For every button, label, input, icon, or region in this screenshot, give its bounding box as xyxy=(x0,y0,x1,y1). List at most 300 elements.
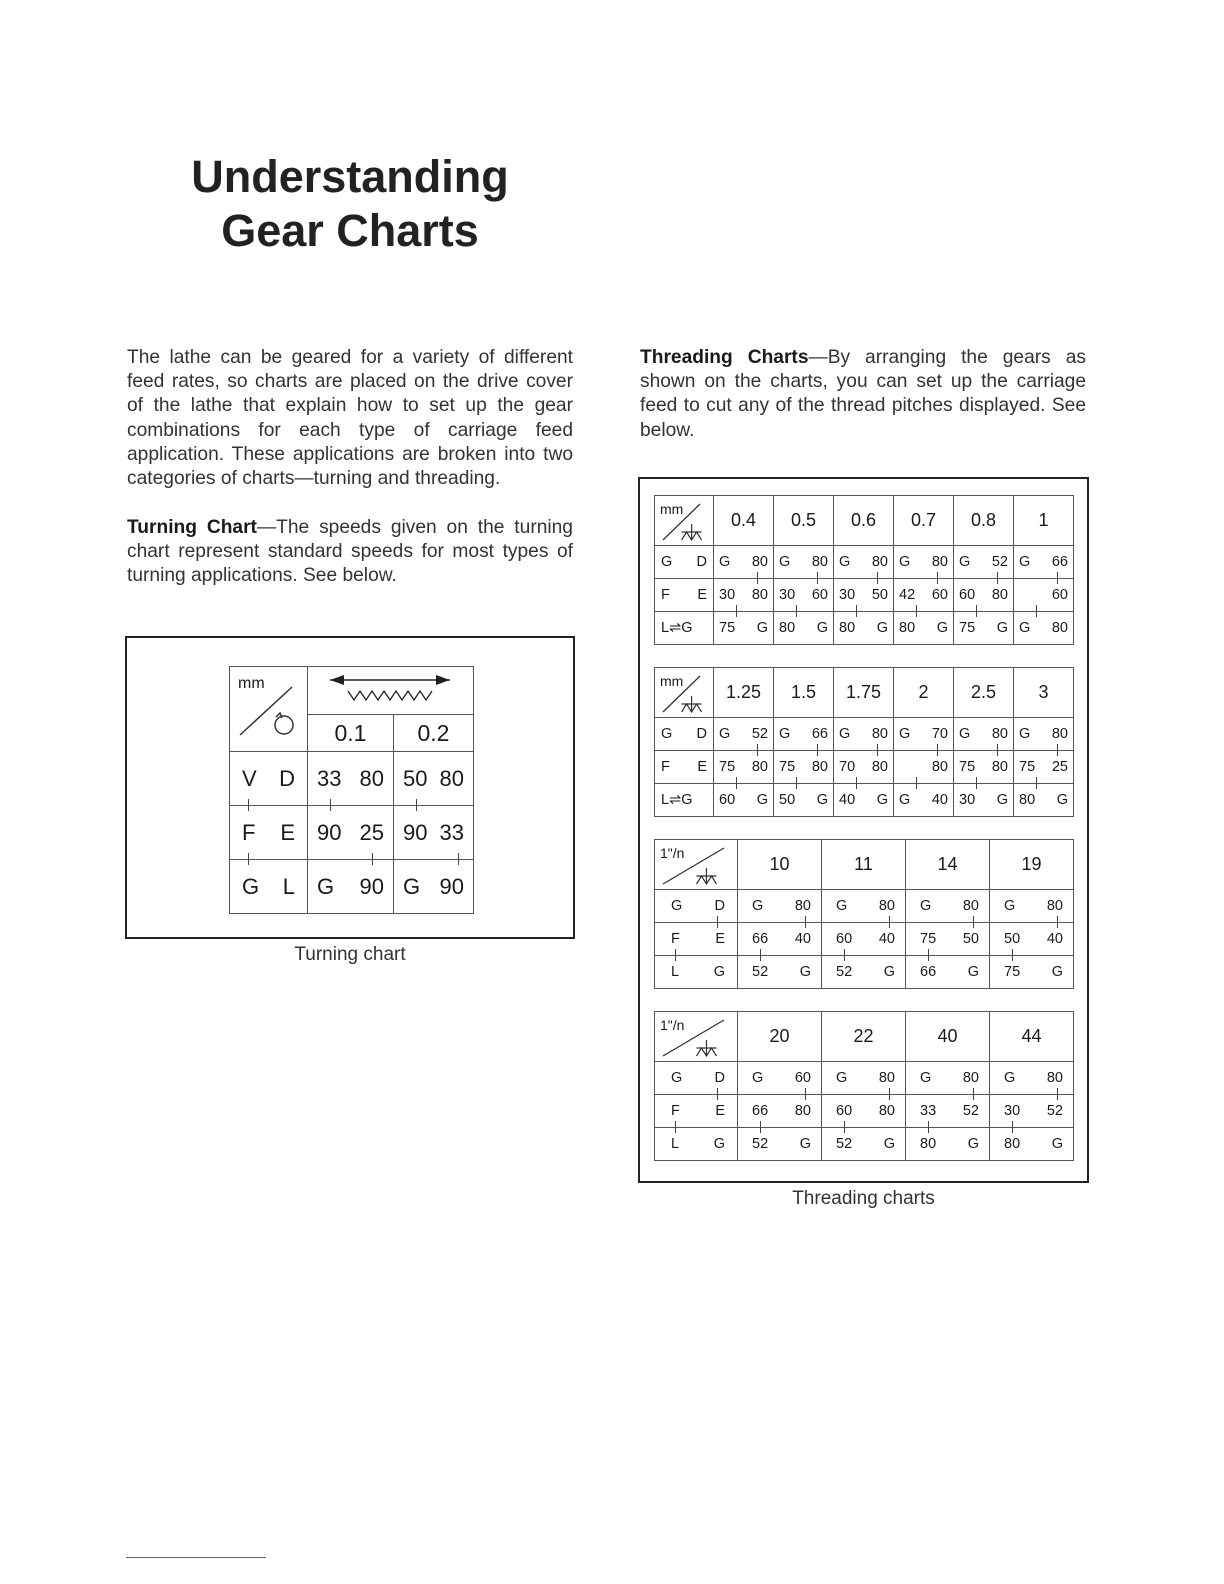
thread-value-left: 30 xyxy=(1004,1103,1021,1119)
thread-cell xyxy=(906,1128,990,1161)
thread-cell xyxy=(954,612,1014,645)
thread-row-label xyxy=(655,579,714,612)
thread-value-right: G xyxy=(799,964,811,980)
thread-pitch: 1.75 xyxy=(834,668,894,718)
turning-label-pair xyxy=(230,874,307,900)
thread-corner-cell xyxy=(655,668,714,718)
thread-value-left: 60 xyxy=(836,931,853,947)
thread-row xyxy=(655,890,1074,923)
footer-rule xyxy=(126,1557,266,1558)
thread-table-4 xyxy=(654,1011,1074,1161)
thread-table-1 xyxy=(654,495,1074,645)
thread-cell xyxy=(774,612,834,645)
thread-cell-pair xyxy=(834,554,893,570)
thread-value-right: G xyxy=(1051,964,1063,980)
thread-value-left: 66 xyxy=(752,931,769,947)
thread-pitch: 40 xyxy=(906,1012,990,1062)
thread-pitch: 1.5 xyxy=(774,668,834,718)
thread-value-right: 50 xyxy=(962,931,979,947)
thread-value-left: 75 xyxy=(959,759,976,775)
thread-row xyxy=(655,784,1074,817)
thread-table-2 xyxy=(654,667,1074,817)
thread-value-left: G xyxy=(899,554,911,570)
thread-value-right: 80 xyxy=(811,759,828,775)
thread-cell-pair xyxy=(774,554,833,570)
thread-cell xyxy=(834,579,894,612)
title-line-1: Understanding xyxy=(191,151,509,202)
thread-cell-pair xyxy=(894,726,953,742)
thread-label-left: G xyxy=(671,898,683,914)
thread-pitch: 0.5 xyxy=(774,496,834,546)
thread-label-pair xyxy=(655,1136,737,1152)
thread-cell xyxy=(714,751,774,784)
thread-cell xyxy=(894,718,954,751)
thread-label-left: F xyxy=(661,587,670,603)
thread-cell xyxy=(822,923,906,956)
thread-value-left: 30 xyxy=(719,587,736,603)
thread-table-3 xyxy=(654,839,1074,989)
turning-cell-pair xyxy=(394,874,473,900)
thread-pitch: 20 xyxy=(738,1012,822,1062)
thread-value-right: 60 xyxy=(931,587,948,603)
thread-cell-pair xyxy=(894,620,953,636)
thread-cell xyxy=(834,612,894,645)
turning-row xyxy=(230,806,474,860)
thread-label-right: E xyxy=(697,587,707,603)
thread-pitch: 11 xyxy=(822,840,906,890)
turning-row-label xyxy=(230,752,308,806)
thread-cell-pair xyxy=(714,587,773,603)
thread-cell xyxy=(894,612,954,645)
thread-row-label xyxy=(655,1128,738,1161)
thread-value-right: 80 xyxy=(871,554,888,570)
thread-cell xyxy=(714,784,774,817)
thread-cell-pair xyxy=(822,964,905,980)
thread-pitch: 10 xyxy=(738,840,822,890)
thread-cell xyxy=(774,718,834,751)
thread-label-right: G xyxy=(713,1136,725,1152)
thread-value-right: 40 xyxy=(794,931,811,947)
thread-cell-pair xyxy=(990,1136,1073,1152)
thread-value-right: 70 xyxy=(931,726,948,742)
thread-cell-pair xyxy=(738,964,821,980)
thread-cell xyxy=(1014,546,1074,579)
thread-cell xyxy=(834,784,894,817)
thread-label-left: F xyxy=(661,759,670,775)
turning-cell xyxy=(308,752,394,806)
thread-value-right: 80 xyxy=(931,554,948,570)
thread-value-right: 80 xyxy=(878,898,895,914)
thread-cell-pair xyxy=(774,587,833,603)
thread-value-right: 80 xyxy=(962,1070,979,1086)
turning-value-right: 33 xyxy=(439,819,464,845)
thread-cell-pair xyxy=(834,620,893,636)
thread-cell xyxy=(714,718,774,751)
thread-cell xyxy=(714,546,774,579)
thread-cell xyxy=(1014,718,1074,751)
thread-value-left: 75 xyxy=(920,931,937,947)
thread-label-left: L xyxy=(671,964,680,980)
thread-row-label xyxy=(655,784,714,817)
thread-value-left: 50 xyxy=(779,792,796,808)
thread-cell xyxy=(822,890,906,923)
thread-cell-pair xyxy=(774,792,833,808)
thread-value-right: G xyxy=(876,620,888,636)
thread-cell-pair xyxy=(954,620,1013,636)
turning-row-label xyxy=(230,806,308,860)
thread-cell xyxy=(738,1095,822,1128)
thread-value-left: 66 xyxy=(752,1103,769,1119)
thread-cell-pair xyxy=(906,931,989,947)
thread-cell-pair xyxy=(1014,620,1073,636)
thread-value-right: 80 xyxy=(991,587,1008,603)
thread-cell-pair xyxy=(714,759,773,775)
thread-value-left: 33 xyxy=(920,1103,937,1119)
thread-value-right: 52 xyxy=(991,554,1008,570)
thread-cell-pair xyxy=(714,620,773,636)
thread-label-right: D xyxy=(714,1070,725,1086)
thread-cell xyxy=(822,956,906,989)
thread-cell xyxy=(1014,751,1074,784)
thread-row xyxy=(655,718,1074,751)
thread-cell-pair xyxy=(714,554,773,570)
thread-pitch: 0.7 xyxy=(894,496,954,546)
thread-row-label xyxy=(655,612,714,645)
thread-corner-cell xyxy=(655,1012,738,1062)
thread-row xyxy=(655,1128,1074,1161)
thread-cell-pair xyxy=(906,964,989,980)
turning-paragraph xyxy=(127,516,573,589)
turning-label-left: G xyxy=(242,873,260,899)
thread-cell-pair xyxy=(774,726,833,742)
thread-cell-pair xyxy=(906,898,989,914)
thread-value-left: 80 xyxy=(920,1136,937,1152)
thread-cell xyxy=(714,579,774,612)
feed-direction-icon xyxy=(308,667,474,709)
thread-value-left: 75 xyxy=(959,620,976,636)
thread-cell xyxy=(834,546,894,579)
thread-value-left: G xyxy=(779,726,791,742)
thread-cell-pair xyxy=(954,554,1013,570)
thread-cell-pair xyxy=(822,1070,905,1086)
thread-cell xyxy=(990,1062,1074,1095)
thread-cell-pair xyxy=(1014,759,1073,775)
thread-unit: 1"/n xyxy=(660,1017,685,1033)
thread-cell-pair xyxy=(1014,726,1073,742)
thread-label-left: F xyxy=(671,1103,680,1119)
turning-row xyxy=(230,752,474,806)
thread-label-left: G xyxy=(671,1070,683,1086)
thread-value-right: 66 xyxy=(811,726,828,742)
turning-cell xyxy=(308,806,394,860)
thread-value-right: G xyxy=(967,1136,979,1152)
turning-cell-pair xyxy=(394,766,473,792)
thread-cell-pair xyxy=(990,898,1073,914)
thread-label-pair xyxy=(655,898,737,914)
turning-text: —The speeds given on the turning chart represent standard speeds for most types of turning applications. See below. xyxy=(127,517,573,587)
thread-value-right: 80 xyxy=(1046,898,1063,914)
thread-row-label xyxy=(655,956,738,989)
thread-cell-pair xyxy=(714,792,773,808)
turning-label-pair xyxy=(230,766,307,792)
thread-value-left: G xyxy=(920,898,932,914)
thread-value-left: G xyxy=(959,726,971,742)
page-title xyxy=(150,150,550,258)
thread-label-left: F xyxy=(671,931,680,947)
thread-cell xyxy=(834,751,894,784)
thread-cell xyxy=(738,1128,822,1161)
turning-cell-pair xyxy=(394,820,473,846)
thread-value-left: G xyxy=(959,554,971,570)
thread-value-left: G xyxy=(719,726,731,742)
thread-cell-pair xyxy=(954,587,1013,603)
thread-value-right: G xyxy=(799,1136,811,1152)
thread-value-left: 75 xyxy=(1019,759,1036,775)
thread-cell xyxy=(774,751,834,784)
thread-value-right: G xyxy=(996,792,1008,808)
thread-value-right: G xyxy=(883,964,895,980)
turning-value-right: 25 xyxy=(359,819,384,845)
feed-direction-cell xyxy=(308,667,474,715)
thread-cell-pair xyxy=(906,1070,989,1086)
thread-value-left: G xyxy=(1019,726,1031,742)
thread-value-right: 80 xyxy=(871,759,888,775)
thread-value-left: 75 xyxy=(719,759,736,775)
turning-value-right: 90 xyxy=(359,873,384,899)
thread-pitch: 19 xyxy=(990,840,1074,890)
thread-value-right: 40 xyxy=(1046,931,1063,947)
thread-value-right: 80 xyxy=(878,1070,895,1086)
thread-value-left: G xyxy=(839,726,851,742)
thread-cell xyxy=(738,890,822,923)
turning-feed-1: 0.1 xyxy=(308,715,394,752)
thread-row xyxy=(655,956,1074,989)
thread-cell xyxy=(954,546,1014,579)
thread-value-left: G xyxy=(1004,1070,1016,1086)
turning-cell xyxy=(394,752,474,806)
thread-pitch: 0.6 xyxy=(834,496,894,546)
thread-pitch: 0.8 xyxy=(954,496,1014,546)
turning-label-left: V xyxy=(242,765,257,791)
thread-value-right: 80 xyxy=(871,726,888,742)
thread-cell xyxy=(714,612,774,645)
thread-label-left: G xyxy=(661,554,673,570)
thread-value-right: 80 xyxy=(991,759,1008,775)
thread-tool-icon xyxy=(655,668,714,718)
thread-cell-pair xyxy=(954,759,1013,775)
thread-label-right: D xyxy=(714,898,725,914)
thread-value-right: 60 xyxy=(811,587,828,603)
thread-value-left: G xyxy=(752,898,764,914)
thread-cell xyxy=(954,579,1014,612)
thread-label-left: L⇌G xyxy=(661,620,693,636)
thread-value-left: 80 xyxy=(1004,1136,1021,1152)
thread-value-right: 66 xyxy=(1051,554,1068,570)
thread-value-right: 80 xyxy=(811,554,828,570)
thread-value-left: G xyxy=(899,792,911,808)
thread-tool-icon xyxy=(655,840,738,890)
thread-label-pair xyxy=(655,726,713,742)
thread-value-left: 50 xyxy=(1004,931,1021,947)
thread-pitch: 44 xyxy=(990,1012,1074,1062)
thread-cell-pair xyxy=(774,759,833,775)
thread-cell xyxy=(738,923,822,956)
turning-row xyxy=(230,860,474,914)
thread-value-right: G xyxy=(756,792,768,808)
thread-row-label xyxy=(655,1095,738,1128)
thread-value-left: 80 xyxy=(839,620,856,636)
thread-cell-pair xyxy=(954,792,1013,808)
thread-label-pair xyxy=(655,759,713,775)
thread-row-label xyxy=(655,718,714,751)
thread-cell xyxy=(906,1095,990,1128)
thread-cell-pair xyxy=(834,759,893,775)
turning-value-left: 50 xyxy=(403,765,428,791)
thread-row-label xyxy=(655,1062,738,1095)
thread-cell-pair xyxy=(1014,792,1073,808)
thread-value-right: G xyxy=(1056,792,1068,808)
thread-value-right: G xyxy=(756,620,768,636)
turning-table xyxy=(229,666,474,914)
thread-value-left: 70 xyxy=(839,759,856,775)
turning-value-right: 80 xyxy=(359,765,384,791)
thread-cell-pair xyxy=(990,1070,1073,1086)
thread-value-right: 80 xyxy=(751,759,768,775)
thread-pitch: 14 xyxy=(906,840,990,890)
thread-value-right: G xyxy=(1051,1136,1063,1152)
thread-value-right: 80 xyxy=(878,1103,895,1119)
threading-heading: Threading Charts xyxy=(640,347,809,368)
thread-cell-pair xyxy=(894,759,953,775)
thread-value-right: 80 xyxy=(1051,620,1068,636)
thread-value-right: 25 xyxy=(1051,759,1068,775)
turning-cell-pair xyxy=(308,820,393,846)
thread-value-right: 40 xyxy=(878,931,895,947)
thread-value-right: G xyxy=(816,620,828,636)
thread-value-left: G xyxy=(1019,620,1031,636)
thread-header-row xyxy=(655,840,1074,890)
thread-value-right: 80 xyxy=(962,898,979,914)
thread-value-left: 52 xyxy=(836,964,853,980)
thread-value-right: 52 xyxy=(962,1103,979,1119)
turning-cell-pair xyxy=(308,766,393,792)
thread-value-left: 60 xyxy=(719,792,736,808)
thread-pitch: 1.25 xyxy=(714,668,774,718)
thread-cell-pair xyxy=(990,964,1073,980)
thread-row-label xyxy=(655,923,738,956)
thread-cell-pair xyxy=(906,1103,989,1119)
thread-value-right: G xyxy=(996,620,1008,636)
thread-value-left: G xyxy=(836,1070,848,1086)
thread-cell-pair xyxy=(894,587,953,603)
thread-label-pair xyxy=(655,554,713,570)
thread-value-left: G xyxy=(1004,898,1016,914)
threading-chart-box xyxy=(638,477,1089,1183)
title-line-2: Gear Charts xyxy=(221,205,479,256)
thread-value-right: G xyxy=(816,792,828,808)
thread-value-right: 80 xyxy=(931,759,948,775)
thread-value-right: 80 xyxy=(794,898,811,914)
thread-value-right: G xyxy=(883,1136,895,1152)
thread-cell xyxy=(990,890,1074,923)
turning-value-right: 90 xyxy=(439,873,464,899)
thread-label-pair xyxy=(655,1070,737,1086)
turning-corner-cell xyxy=(230,667,308,752)
thread-value-right: 50 xyxy=(871,587,888,603)
thread-unit: 1"/n xyxy=(660,845,685,861)
thread-cell xyxy=(906,1062,990,1095)
thread-cell xyxy=(834,718,894,751)
thread-value-left: 75 xyxy=(1004,964,1021,980)
thread-value-left: G xyxy=(836,898,848,914)
thread-corner-cell xyxy=(655,496,714,546)
thread-cell-pair xyxy=(774,620,833,636)
thread-value-right: 80 xyxy=(991,726,1008,742)
thread-row-label xyxy=(655,890,738,923)
thread-pitch: 2 xyxy=(894,668,954,718)
thread-cell xyxy=(894,579,954,612)
thread-cell xyxy=(954,751,1014,784)
thread-value-left: 40 xyxy=(839,792,856,808)
thread-value-right: G xyxy=(936,620,948,636)
thread-label-pair xyxy=(655,792,713,808)
thread-value-right: 60 xyxy=(1051,587,1068,603)
thread-row xyxy=(655,751,1074,784)
thread-cell xyxy=(894,751,954,784)
thread-value-left: 75 xyxy=(779,759,796,775)
thread-label-right: D xyxy=(696,726,707,742)
turning-label-right: L xyxy=(282,873,295,899)
thread-cell xyxy=(894,784,954,817)
thread-cell xyxy=(990,1095,1074,1128)
turning-value-left: 90 xyxy=(317,819,342,845)
turning-value-left: G xyxy=(317,873,335,899)
threading-paragraph xyxy=(640,346,1086,443)
thread-value-left: 60 xyxy=(836,1103,853,1119)
thread-value-right: 80 xyxy=(1051,726,1068,742)
thread-tool-icon xyxy=(655,496,714,546)
thread-cell xyxy=(906,956,990,989)
thread-cell xyxy=(822,1128,906,1161)
thread-cell-pair xyxy=(738,898,821,914)
thread-unit: mm xyxy=(660,673,684,689)
thread-pitch: 2.5 xyxy=(954,668,1014,718)
turning-cell xyxy=(394,806,474,860)
turning-cell xyxy=(308,860,394,914)
thread-row xyxy=(655,923,1074,956)
thread-value-left: G xyxy=(899,726,911,742)
thread-label-pair xyxy=(655,620,713,636)
thread-value-left: G xyxy=(839,554,851,570)
turning-unit: mm xyxy=(238,675,265,692)
thread-value-left: G xyxy=(1019,554,1031,570)
thread-cell xyxy=(990,923,1074,956)
thread-value-right: 52 xyxy=(751,726,768,742)
thread-header-row xyxy=(655,1012,1074,1062)
thread-cell-pair xyxy=(822,898,905,914)
thread-value-left: 52 xyxy=(752,1136,769,1152)
intro-paragraph: The lathe can be geared for a variety of different feed rates, so charts are placed on the drive cover of the lathe that explain how to set up the gear combinations for each type of carriage feed application. These applications are broken into two categories of charts—turning and threading. xyxy=(127,347,573,490)
thread-cell xyxy=(774,546,834,579)
thread-row xyxy=(655,1062,1074,1095)
thread-cell-pair xyxy=(954,726,1013,742)
turning-label-right: D xyxy=(279,765,295,791)
thread-cell-pair xyxy=(738,1136,821,1152)
spindle-rotation-icon xyxy=(230,667,308,745)
thread-cell-pair xyxy=(1014,587,1073,603)
thread-value-right: 60 xyxy=(794,1070,811,1086)
turning-value-left: 33 xyxy=(317,765,342,791)
